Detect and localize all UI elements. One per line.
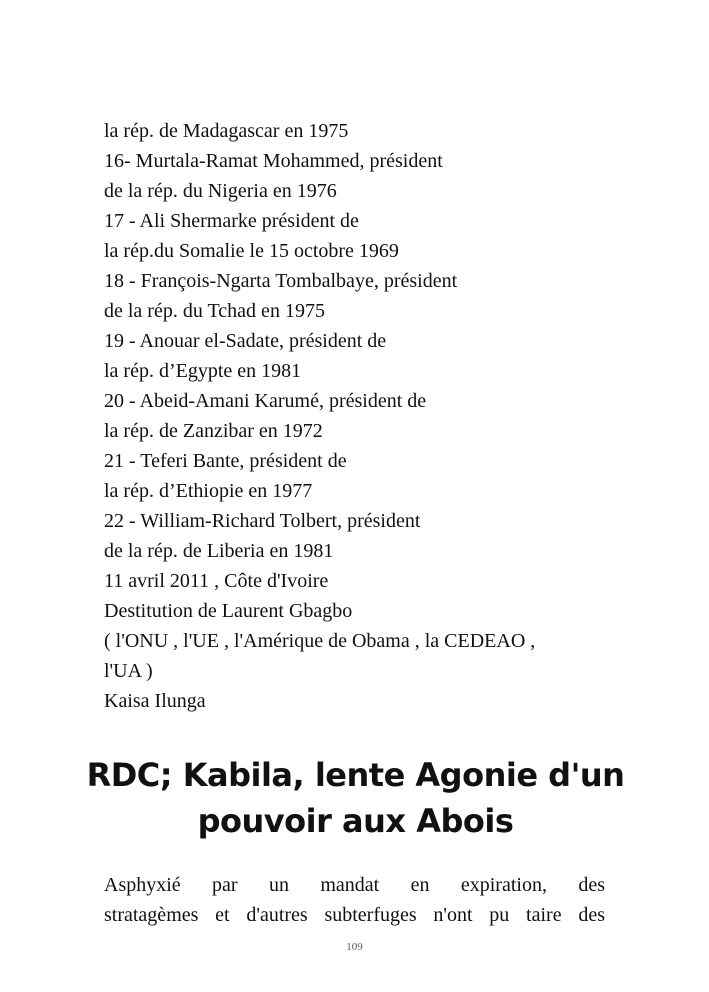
text-line: 21 - Teferi Bante, président de	[104, 450, 347, 472]
text-line: la rép.du Somalie le 15 octobre 1969	[104, 240, 399, 262]
text-block	[104, 116, 609, 716]
heading-line-2: pouvoir aux Abois	[197, 802, 514, 840]
body-line-1: Asphyxié par un mandat en expiration, des	[104, 874, 605, 896]
text-line: la rép. de Zanzibar en 1972	[104, 420, 323, 442]
text-line: 18 - François-Ngarta Tombalbaye, président	[104, 270, 458, 292]
body-paragraph	[104, 870, 605, 930]
text-line: de la rép. du Nigeria en 1976	[104, 180, 337, 202]
text-line: 11 avril 2011 , Côte d'Ivoire	[104, 570, 329, 592]
page-number: 109	[346, 941, 363, 953]
body-line-2: stratagèmes et d'autres subterfuges n'ont pu taire des	[104, 904, 605, 926]
text-line: 20 - Abeid-Amani Karumé, président de	[104, 390, 427, 412]
text-line: Destitution de Laurent Gbagbo	[104, 600, 353, 622]
text-line: la rép. d’Egypte en 1981	[104, 360, 302, 382]
section-heading	[80, 752, 631, 844]
text-line: 22 - William-Richard Tolbert, président	[104, 510, 421, 532]
text-line: 16- Murtala-Ramat Mohammed, président	[104, 150, 443, 172]
heading-line-1: RDC; Kabila, lente Agonie d'un	[86, 756, 625, 794]
text-line: de la rép. du Tchad en 1975	[104, 300, 325, 322]
text-line: de la rép. de Liberia en 1981	[104, 540, 334, 562]
text-line: la rép. de Madagascar en 1975	[104, 120, 349, 142]
text-line: la rép. d’Ethiopie en 1977	[104, 480, 313, 502]
text-line: ( l'ONU , l'UE , l'Amérique de Obama , la CEDEAO ,	[104, 630, 536, 652]
text-line: 19 - Anouar el-Sadate, président de	[104, 330, 387, 352]
author-signature: Kaisa Ilunga	[104, 690, 206, 712]
text-line: 17 - Ali Shermarke président de	[104, 210, 359, 232]
text-line: l'UA )	[104, 660, 153, 682]
